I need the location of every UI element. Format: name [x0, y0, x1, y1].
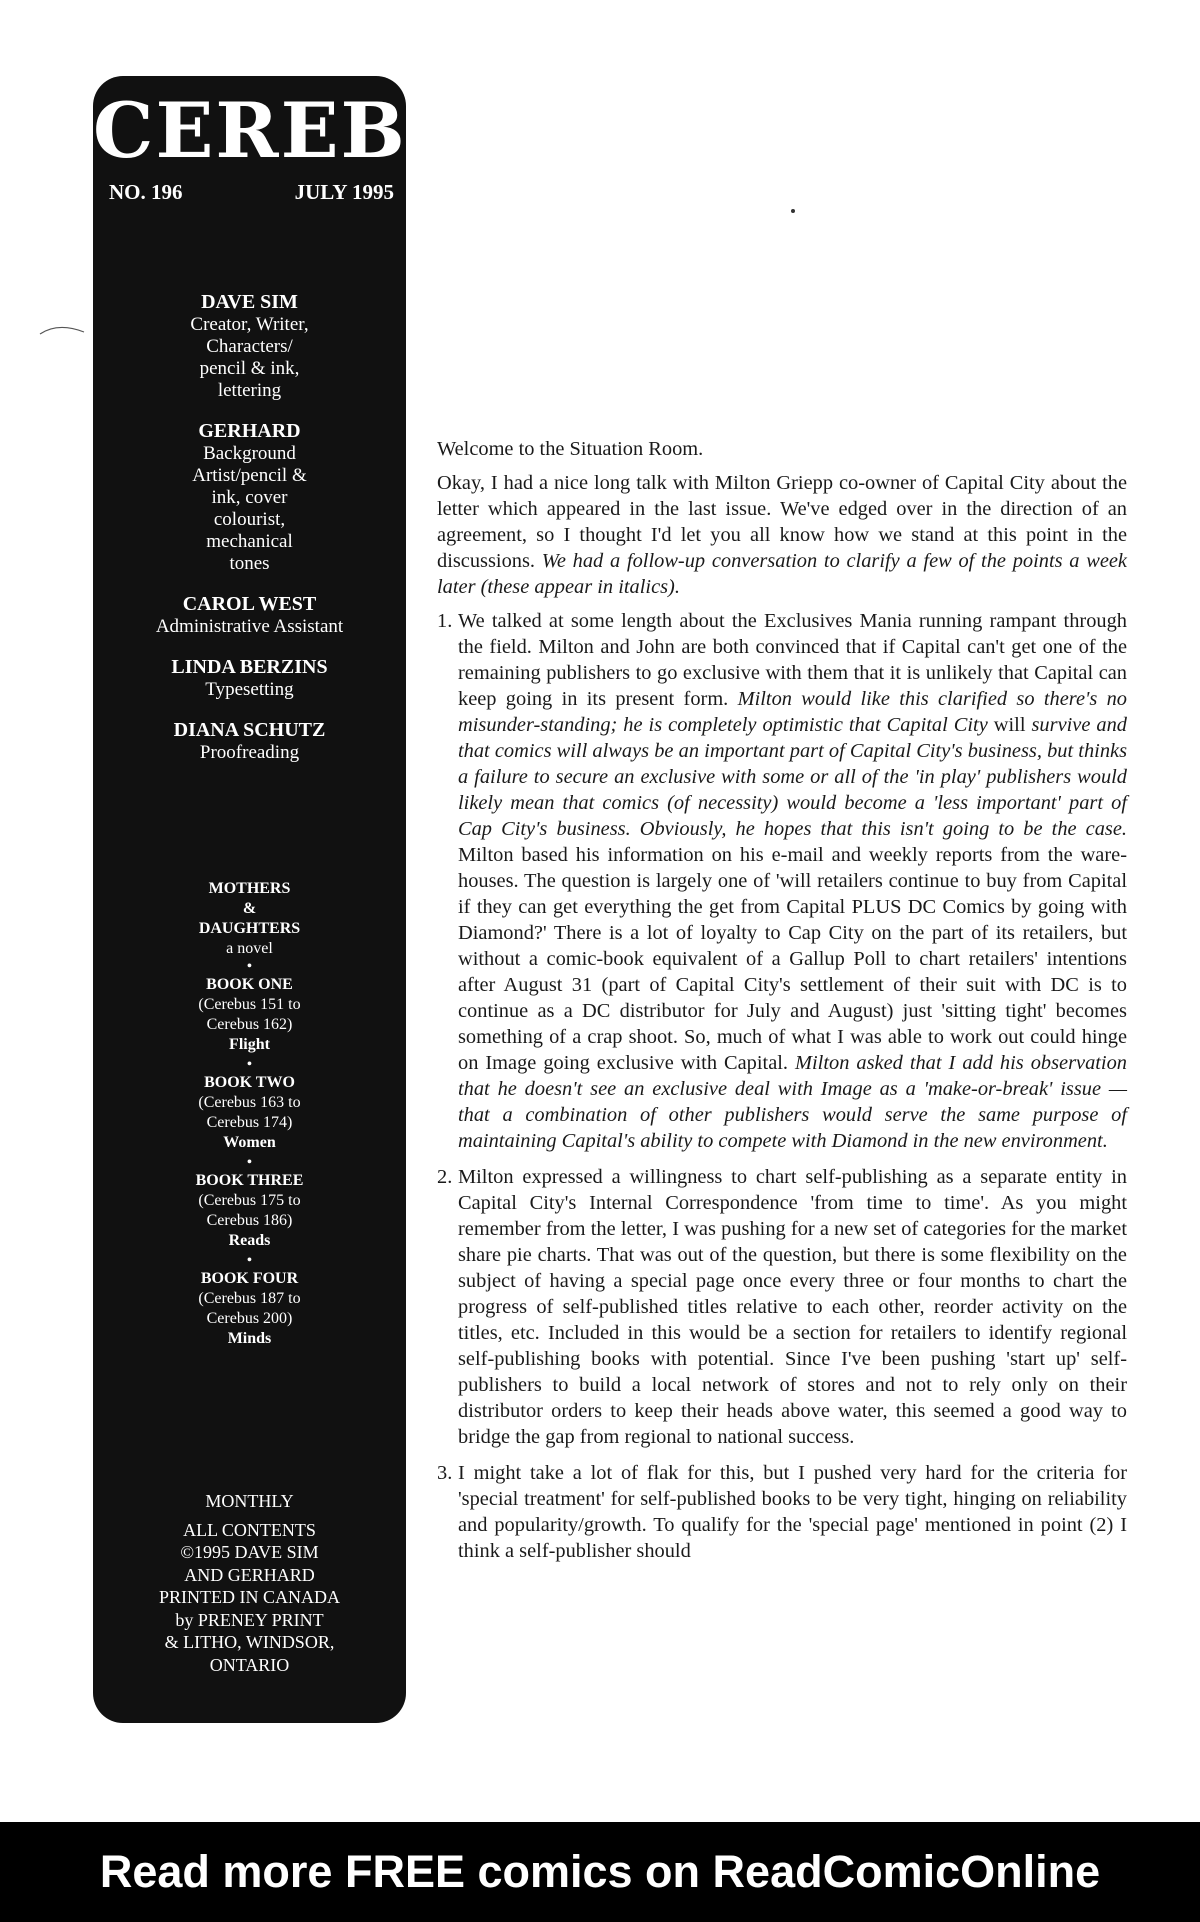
- credit-name: DIANA SCHUTZ: [173, 719, 326, 741]
- stray-mark: [791, 209, 795, 213]
- point-item: 3. I might take a lot of flak for this, but I pushed very hard for the criteria for 'special treatment' for self-published books to be very tight, hinging on reliability and popularity/growth. To qualify for the 'special page' mentioned in point (2) I think a self-publisher should: [437, 1462, 1127, 1562]
- credit-role: Proofreading: [199, 742, 300, 763]
- credit-role: Background Artist/pencil & ink, cover colourist, mechanical tones: [192, 443, 307, 574]
- credits-list: [93, 291, 406, 782]
- frequency: MONTHLY: [205, 1491, 294, 1511]
- credit-diana-schutz: [93, 719, 406, 764]
- editorial-article: [437, 436, 1127, 1574]
- promo-banner[interactable]: Read more FREE comics on ReadComicOnline: [0, 1822, 1200, 1922]
- bullet-separator: •: [247, 959, 252, 974]
- printer-info: PRINTED IN CANADA by PRENEY PRINT & LITHO, WINDSOR, ONTARIO: [159, 1587, 340, 1675]
- points-list: [437, 608, 1127, 1564]
- credit-dave-sim: [93, 291, 406, 402]
- credit-role: Administrative Assistant: [155, 616, 344, 637]
- credit-role: Typesetting: [205, 679, 294, 700]
- credit-name: LINDA BERZINS: [171, 656, 328, 678]
- credit-carol-west: [93, 593, 406, 638]
- issue-number: NO. 196: [109, 180, 183, 204]
- issue-date: JULY 1995: [294, 180, 394, 204]
- book-entry: BOOK FOUR (Cerebus 187 to Cerebus 200) Minds: [198, 1270, 301, 1347]
- issue-info: [109, 180, 394, 205]
- credit-name: GERHARD: [198, 420, 301, 442]
- novel-listing: [93, 879, 406, 1351]
- credit-name: CAROL WEST: [182, 593, 317, 615]
- bullet-separator: •: [247, 1253, 252, 1268]
- novel-subtitle: a novel: [226, 940, 273, 957]
- article-intro: Okay, I had a nice long talk with Milton Griepp co-owner of Capital City about the letter which appeared in the last issue. We've edged over in the direction of an agreement, so I thought I'd let you all know how we stand at this point in the discussions. We had a follow-up conversation to clarify a few of the points a week later (these appear in italics).: [437, 472, 1127, 598]
- stray-line: [38, 322, 88, 336]
- book-entry: BOOK ONE (Cerebus 151 to Cerebus 162) Flight: [198, 976, 301, 1053]
- publication-info: [93, 1490, 406, 1676]
- credit-linda-berzins: [93, 656, 406, 701]
- point-item: 1. We talked at some length about the Exclusives Mania running rampant through the field. Milton and John are both convinced that if Capital can't get one of the remaining publishers to go exclusive with them that it is unlikely that Capital can keep going in its present form. Milton would like this clarified so there's no misunder-standing; he is completely optimistic that Capital City will survive and that comics will always be an important part of Capital City's business, but thinks a failure to secure an exclusive with some or all of the 'in play' publishers would likely mean that comics (of necessity) would become a 'less important' part of Cap City's business. Obviously, he hopes that this isn't going to be the case. Milton based his information on his e-mail and weekly reports from the ware-houses. The question is largely one of 'will retailers continue to buy from Capital if they can get everything the get from Capital PLUS DC Comics by going with Diamond?' There is a lot of loyalty to Cap City on the part of its retailers, but without a comic-book equivalent of a Gallup Poll to chart retailers' intentions after August 31 (part of Capital City's settlement of their suit with DC is to continue as a DC distributor for July and August) just 'sitting tight' becomes something of a crap shoot. So, much of what I was able to work out could hinge on Image going exclusive with Capital. Milton asked that I add his observation that he doesn't see an exclusive deal with Image as a 'make-or-break' issue — that a combination of other publishers would serve the same purpose of maintaining Capital's ability to compete with Diamond in the new environment.: [437, 610, 1128, 1152]
- article-opening: Welcome to the Situation Room.: [437, 438, 704, 460]
- copyright: ALL CONTENTS ©1995 DAVE SIM AND GERHARD: [180, 1519, 319, 1585]
- point-item: 2. Milton expressed a willingness to chart self-publishing as a separate entity in Capital City's Internal Correspondence 'from time to time'. As you might remember from the letter, I was pushing for a new set of categories for the market share pie charts. That was out of the question, but there is some flexibility on the subject of having a special page once every three or four months to chart the progress of self-published titles relative to each other, reorder activity on the titles, etc. Included in this would be a section for retailers to identify regional self-publishing books with potential. Since I've been pushing 'start up' self-publishers to build a local network of stores and not to rely only on their distributor orders to keep their heads above water, this seemed a good way to bridge the gap from regional to national success.: [437, 1166, 1127, 1448]
- novel-title: MOTHERS & DAUGHTERS: [198, 880, 301, 937]
- bullet-separator: •: [247, 1155, 252, 1170]
- bullet-separator: •: [247, 1057, 252, 1072]
- credit-name: DAVE SIM: [201, 291, 298, 313]
- credit-gerhard: [93, 420, 406, 575]
- masthead-panel: [93, 76, 532, 1723]
- book-entry: BOOK TWO (Cerebus 163 to Cerebus 174) Women: [198, 1074, 301, 1151]
- cerebus-logo: CEREBUS: [93, 86, 532, 175]
- credit-role: Creator, Writer, Characters/ pencil & ink, lettering: [190, 314, 309, 401]
- book-entry: BOOK THREE (Cerebus 175 to Cerebus 186) Reads: [195, 1172, 304, 1249]
